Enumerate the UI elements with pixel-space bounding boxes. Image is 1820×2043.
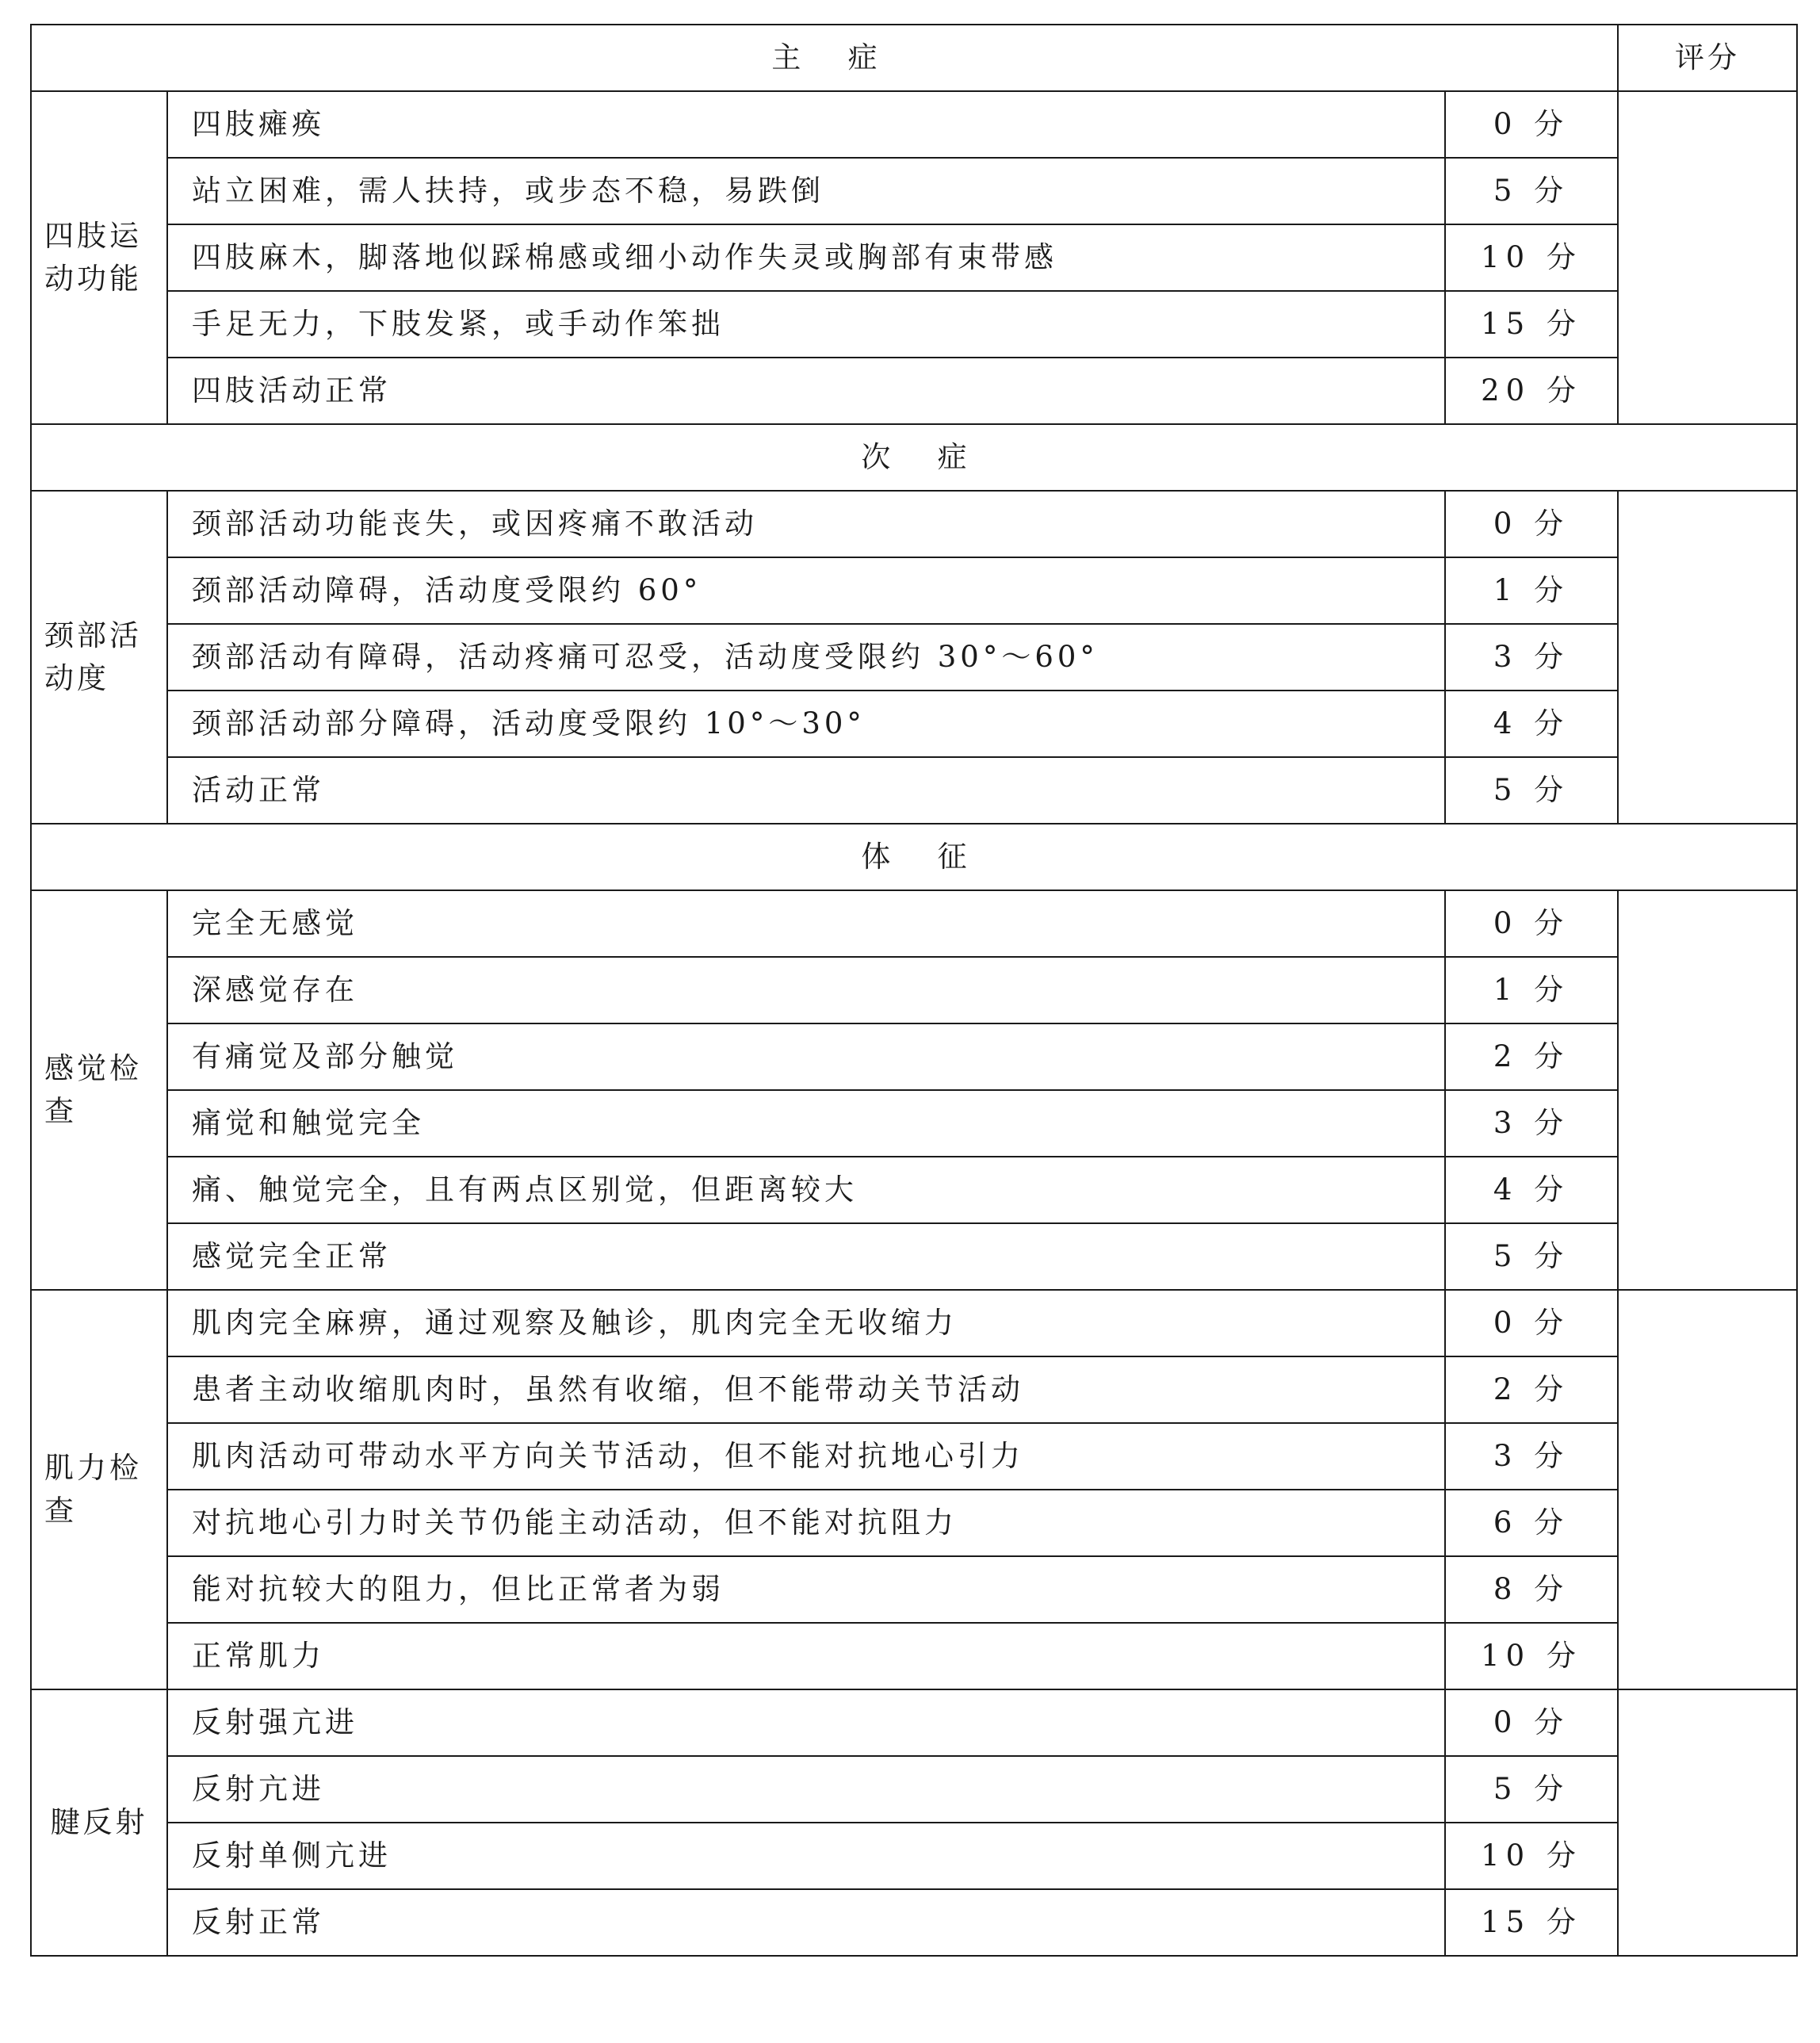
category-label: 感觉检查 [44, 1051, 142, 1128]
criterion-description: 对抗地心引力时关节仍能主动活动，但不能对抗阻力 [167, 1490, 1445, 1556]
table-row [31, 158, 1797, 224]
score-entry-cell[interactable] [1618, 491, 1797, 824]
table-row [31, 1756, 1797, 1823]
category-label: 肌力检查 [44, 1451, 142, 1528]
table-row [31, 1490, 1797, 1556]
table-row [31, 624, 1797, 691]
section-title-text: 次症 [861, 440, 1014, 475]
score-entry-cell[interactable] [1618, 1689, 1797, 1956]
criterion-description: 肌肉活动可带动水平方向关节活动，但不能对抗地心引力 [167, 1423, 1445, 1490]
criterion-points: 8 分 [1445, 1556, 1618, 1623]
criterion-description: 反射亢进 [167, 1756, 1445, 1823]
section-title-text: 体征 [861, 840, 1014, 874]
criterion-points: 5 分 [1445, 757, 1618, 824]
table-row [31, 1556, 1797, 1623]
category-cell [31, 1290, 167, 1689]
criterion-description: 四肢瘫痪 [167, 91, 1445, 158]
table-row [31, 957, 1797, 1023]
criterion-description: 站立困难，需人扶持，或步态不稳，易跌倒 [167, 158, 1445, 224]
category-label: 颈部活动度 [44, 618, 142, 695]
criterion-description: 有痛觉及部分触觉 [167, 1023, 1445, 1090]
category-label: 四肢运动功能 [44, 219, 142, 296]
table-row [31, 557, 1797, 624]
table-row [31, 691, 1797, 757]
table-row [31, 358, 1797, 424]
criterion-description: 感觉完全正常 [167, 1223, 1445, 1290]
criterion-description: 四肢活动正常 [167, 358, 1445, 424]
category-cell [31, 91, 167, 424]
criterion-description: 肌肉完全麻痹，通过观察及触诊，肌肉完全无收缩力 [167, 1290, 1445, 1356]
criterion-description: 四肢麻木，脚落地似踩棉感或细小动作失灵或胸部有束带感 [167, 224, 1445, 291]
criterion-description: 反射正常 [167, 1889, 1445, 1956]
scoring-table [30, 24, 1798, 1957]
table-row [31, 1290, 1797, 1356]
criterion-points: 0 分 [1445, 1689, 1618, 1756]
table-row [31, 1823, 1797, 1889]
criterion-points: 1 分 [1445, 557, 1618, 624]
section-title [31, 25, 1618, 91]
criterion-description: 手足无力，下肢发紧，或手动作笨拙 [167, 291, 1445, 358]
criterion-description: 颈部活动有障碍，活动疼痛可忍受，活动度受限约 30°～60° [167, 624, 1445, 691]
table-row [31, 1689, 1797, 1756]
section-title-text: 主症 [771, 40, 924, 75]
criterion-points: 6 分 [1445, 1490, 1618, 1556]
score-entry-cell[interactable] [1618, 890, 1797, 1290]
criterion-description: 正常肌力 [167, 1623, 1445, 1689]
criterion-points: 0 分 [1445, 890, 1618, 957]
table-row [31, 1889, 1797, 1956]
criterion-points: 2 分 [1445, 1356, 1618, 1423]
criterion-points: 10 分 [1445, 224, 1618, 291]
score-entry-cell[interactable] [1618, 1290, 1797, 1689]
table-row [31, 1423, 1797, 1490]
table-row [31, 224, 1797, 291]
section-header-row [31, 824, 1797, 890]
criterion-points: 0 分 [1445, 491, 1618, 557]
table-row [31, 1090, 1797, 1157]
criterion-points: 4 分 [1445, 691, 1618, 757]
scoring-table-body [31, 25, 1797, 1956]
score-entry-cell[interactable] [1618, 91, 1797, 424]
criterion-points: 4 分 [1445, 1157, 1618, 1223]
category-cell [31, 890, 167, 1290]
table-row [31, 491, 1797, 557]
criterion-points: 0 分 [1445, 91, 1618, 158]
criterion-points: 10 分 [1445, 1823, 1618, 1889]
table-row [31, 291, 1797, 358]
section-header-row [31, 424, 1797, 491]
criterion-description: 患者主动收缩肌肉时，虽然有收缩，但不能带动关节活动 [167, 1356, 1445, 1423]
table-row [31, 1623, 1797, 1689]
criterion-description: 痛、触觉完全，且有两点区别觉，但距离较大 [167, 1157, 1445, 1223]
category-label: 腱反射 [50, 1805, 148, 1840]
criterion-points: 3 分 [1445, 624, 1618, 691]
criterion-description: 活动正常 [167, 757, 1445, 824]
criterion-description: 能对抗较大的阻力，但比正常者为弱 [167, 1556, 1445, 1623]
criterion-points: 5 分 [1445, 158, 1618, 224]
criterion-points: 3 分 [1445, 1423, 1618, 1490]
table-row [31, 890, 1797, 957]
criterion-points: 10 分 [1445, 1623, 1618, 1689]
criterion-description: 痛觉和触觉完全 [167, 1090, 1445, 1157]
criterion-description: 颈部活动功能丧失，或因疼痛不敢活动 [167, 491, 1445, 557]
table-row [31, 91, 1797, 158]
table-row [31, 757, 1797, 824]
criterion-description: 颈部活动部分障碍，活动度受限约 10°～30° [167, 691, 1445, 757]
criterion-points: 3 分 [1445, 1090, 1618, 1157]
criterion-points: 0 分 [1445, 1290, 1618, 1356]
section-title [31, 824, 1797, 890]
section-title [31, 424, 1797, 491]
criterion-description: 完全无感觉 [167, 890, 1445, 957]
criterion-points: 2 分 [1445, 1023, 1618, 1090]
criterion-points: 5 分 [1445, 1756, 1618, 1823]
category-cell [31, 1689, 167, 1956]
criterion-description: 深感觉存在 [167, 957, 1445, 1023]
criterion-points: 1 分 [1445, 957, 1618, 1023]
criterion-points: 15 分 [1445, 1889, 1618, 1956]
table-row [31, 1023, 1797, 1090]
criterion-description: 反射单侧亢进 [167, 1823, 1445, 1889]
section-header-row [31, 25, 1797, 91]
criterion-description: 反射强亢进 [167, 1689, 1445, 1756]
criterion-points: 15 分 [1445, 291, 1618, 358]
table-row [31, 1157, 1797, 1223]
criterion-description: 颈部活动障碍，活动度受限约 60° [167, 557, 1445, 624]
score-column-header: 评分 [1618, 25, 1797, 91]
table-row [31, 1223, 1797, 1290]
criterion-points: 20 分 [1445, 358, 1618, 424]
category-cell [31, 491, 167, 824]
criterion-points: 5 分 [1445, 1223, 1618, 1290]
table-row [31, 1356, 1797, 1423]
